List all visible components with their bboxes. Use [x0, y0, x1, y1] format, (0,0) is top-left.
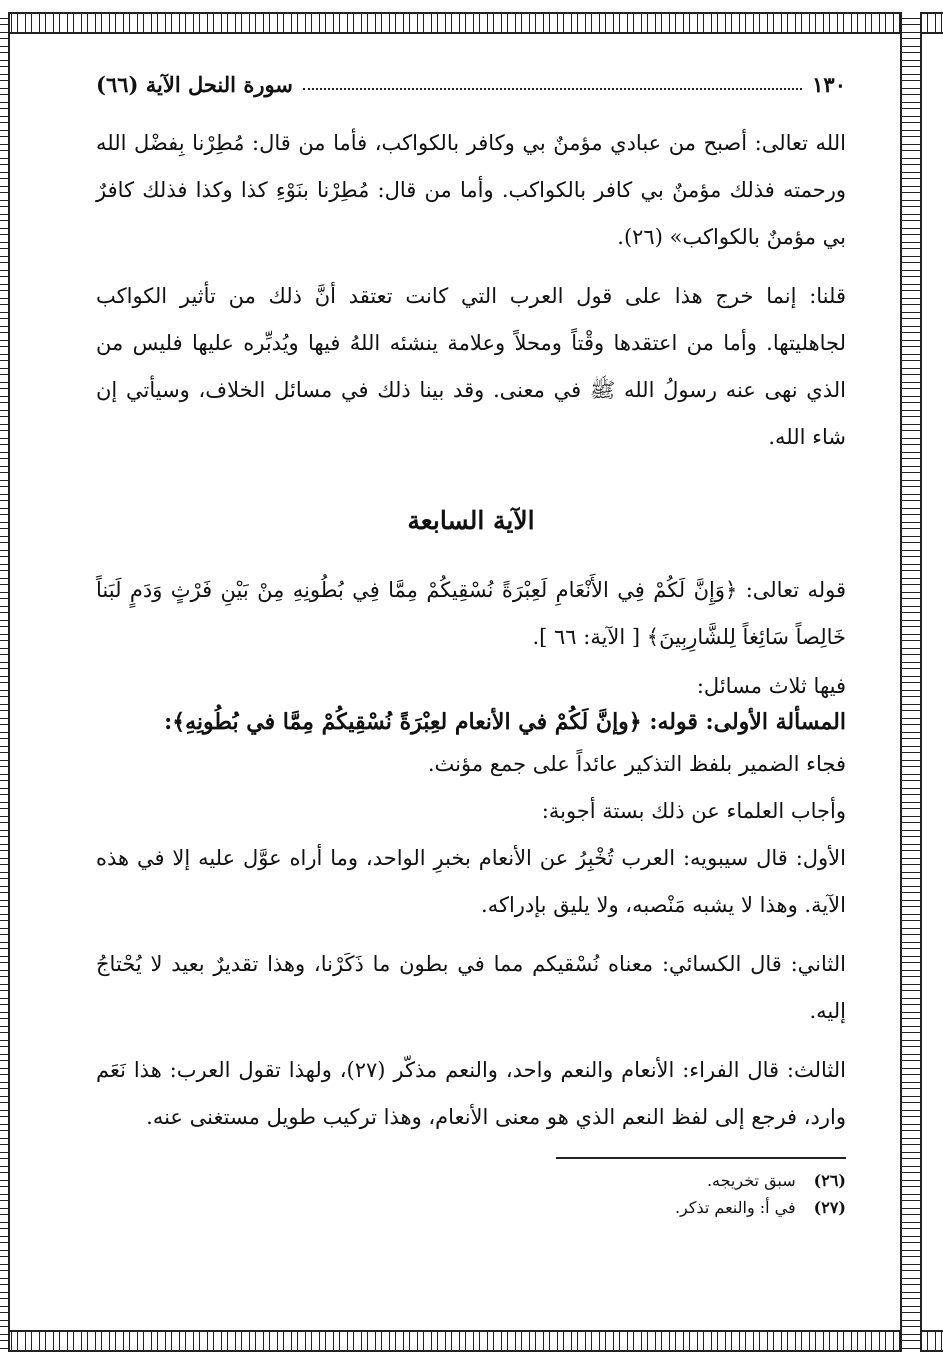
footnote-number: (٢٦) [813, 1171, 846, 1190]
paragraph-bottom-3: الأول: قال سيبويه: العرب تُخْبِرُ عن الأنعام بخبرِ الواحد، وما أراه عوَّل عليه إلا في هذه الآية. وهذا لا يشبه مَنْصبه، ولا يليق بإدراكه. [96, 846, 846, 917]
ornamental-border-top [0, 12, 943, 34]
page-content [96, 60, 846, 1221]
paragraph-bottom-2: وأجاب العلماء عن ذلك بستة أجوبة: [541, 799, 846, 823]
surah-title: سورة النحل الآية (٦٦) [96, 71, 293, 97]
verse-paragraph: قوله تعالى: ﴿وَإِنَّ لَكُمْ فِي الأَنْعَامِ لَعِبْرَةً نُسْقِيكُمْ مِمَّا فِي بُطُونِهِ مِنْ بَيْنِ فَرْثٍ وَدَمٍ لَبَناً خَالِصاً سَائِغاً لِلشَّارِبِينَ﴾ [ الآية: ٦٦ ]. [96, 578, 846, 649]
footnote-text: سبق تخريجه. [706, 1171, 796, 1190]
running-header [96, 60, 846, 108]
paragraph-bottom-5: الثالث: قال الفراء: الأنعام والنعم واحد، والنعم مذكّر (٢٧)، ولهذا تقول العرب: هذا نَعَم وارد، فرجع إلى لفظ النعم الذي هو معنى الأنعام، وهذا تركيب طويل مستغنى عنه. [96, 1058, 846, 1129]
ornamental-border-left [0, 12, 10, 1352]
footnote-26 [96, 1167, 846, 1194]
ornamental-border-right [900, 12, 922, 1352]
footnote-text: في أ: والنعم تذكر. [674, 1198, 796, 1217]
issues-intro: فيها ثلاث مسائل: [696, 674, 846, 698]
footnote-number: (٢٧) [813, 1198, 846, 1217]
paragraph-bottom-4: الثاني: قال الكسائي: معناه نُسْقيكم مما في بطون ما ذَكَرْنا، وهذا تقديرٌ بعيد لا يُحْتاجُ إليه. [96, 952, 846, 1023]
page-number: ١٣٠ [812, 71, 846, 97]
first-issue-heading: المسألة الأولى: قوله: ﴿وإنَّ لَكُمْ في الأنعام لعِبْرَةً نُسْقِيكُمْ مِمَّا في بُطُونِهِ﴾: [164, 709, 846, 735]
paragraph-top-2: قلنا: إنما خرج هذا على قول العرب التي كانت تعتقد أنَّ ذلك من تأثير الكواكب لجاهليتها. وأما من اعتقدها وقْتاً ومحلاً وعلامة ينشئه اللهُ فيها ويُدبِّره عليها فليس من الذي نهى عنه رسولُ الله ﷺ في معنى. وقد بينا ذلك في مسائل الخلاف، وسيأتي إن شاء الله. [96, 284, 846, 449]
leader-dots [303, 78, 802, 90]
ornamental-border-bottom [0, 1330, 943, 1352]
paragraph-top-1: الله تعالى: أصبح من عبادي مؤمنٌ بي وكافر بالكواكب، فأما من قال: مُطِرْنا بِفضْل الله ورحمته فذلك مؤمنٌ بي كافر بالكواكب. وأما من قال: مُطِرْنا بنَوْءِ كذا وكذا فذلك كافرٌ بي مؤمنٌ بالكواكب» (٢٦). [96, 131, 846, 249]
section-heading: الآية السابعة [407, 506, 535, 535]
footnote-27 [96, 1194, 846, 1221]
paragraph-bottom-1: فجاء الضمير بلفظ التذكير عائداً على جمع مؤنث. [427, 752, 846, 776]
footnote-separator [556, 1157, 846, 1159]
